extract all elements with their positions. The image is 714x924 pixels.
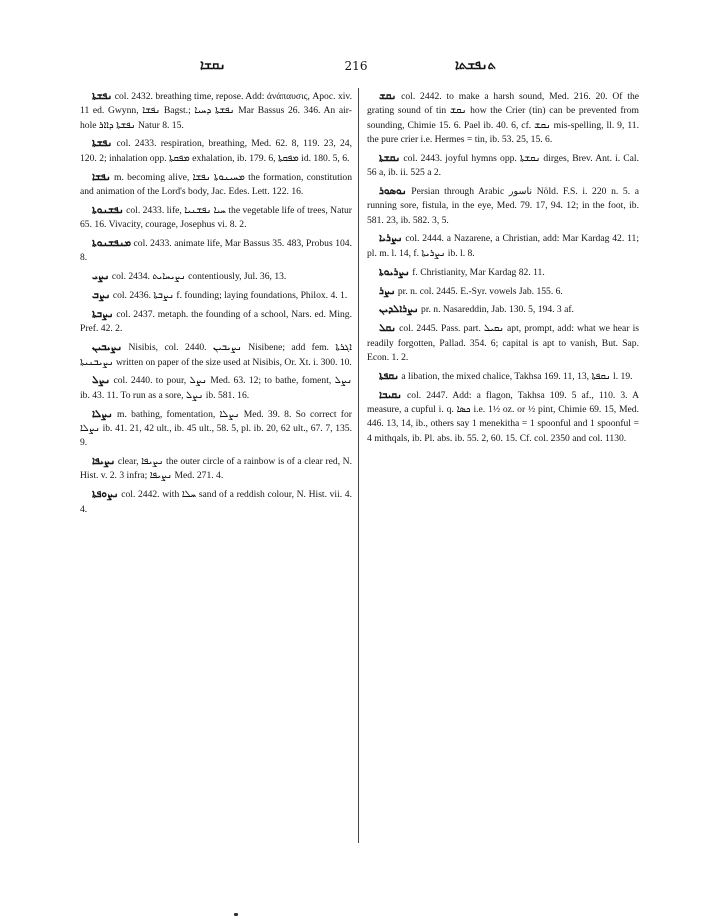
dictionary-entry xyxy=(367,389,639,446)
entry-text: clear, ܢܨܝܦܐ the outer circle of a rainbow is of a clear red, N. Hist. v. 2. 3 infra; ܢܨܝܦܐ Med. 271. 4. xyxy=(80,456,352,482)
dictionary-entry xyxy=(367,285,639,299)
dictionary-entry xyxy=(80,374,352,403)
dictionary-entry xyxy=(80,171,352,200)
entry-headword: ܢܨܝܦܐ xyxy=(92,456,116,468)
dictionary-entry xyxy=(80,408,352,451)
dictionary-entry xyxy=(80,341,352,370)
entry-text: f. Christianity, Mar Kardag 82. 11. xyxy=(412,266,545,278)
dictionary-entry xyxy=(80,270,352,284)
entry-headword: ܢܨܠܐ xyxy=(92,408,113,420)
entry-headword: ܢܦܫܐ xyxy=(92,171,111,183)
entry-headword: ܢܨܝܒܝܢ xyxy=(92,342,123,354)
entry-text: col. 2433. animate life, Mar Bassus 35. 483, Probus 104. 8. xyxy=(80,238,352,264)
entry-headword: ܢܩܦܬܐ xyxy=(379,370,399,382)
right-column xyxy=(367,90,639,450)
entry-text: col. 2433. life, ܚܝܐ ܢܦܫܢܝܐ the vegetable life of trees, Natur 65. 16. Vivacity, courage, Josephus vi. 8. 2. xyxy=(80,204,352,231)
dictionary-entry xyxy=(367,185,639,228)
dictionary-entry xyxy=(367,266,639,280)
page-header xyxy=(0,58,714,80)
dictionary-entry xyxy=(80,488,352,517)
dictionary-entry xyxy=(367,322,639,365)
dictionary-entry xyxy=(80,308,352,337)
dictionary-entry xyxy=(80,289,352,303)
entry-headword: ܢܩܫܬܐ xyxy=(379,152,401,164)
left-running-head: ܢܩܫܐ xyxy=(200,58,226,73)
entry-headword: ܢܨܝ xyxy=(92,271,110,283)
entry-text: col. 2447. Add: a flagon, Takhsa 109. 5 af., 110. 3. A measure, a cupful i. q. ܟܣܐ i.e. 1½ oz. or ½ pint, Chimie 69. 15, Med. 446. 13, 14, ib., others say 1 menekitha = 1 spoonful and 1 spoonful = 4 mithqals, ib. Pl. abs. ib. 55. 2, 60. 15. Cf. col. 2350 and col. 1130. xyxy=(367,389,639,444)
entry-headword: ܢܨܘܦܬܐ xyxy=(92,489,119,501)
entry-headword: ܢܨܒܬܐ xyxy=(92,309,114,321)
entry-text: Persian through Arabic ناسور Nöld. F.S. i. 220 n. 5. a running sore, fistula, in the eye, Med. 79. 17, 94. 12; in the foot, ib. 581. 23, ib. 582. 3, 5. xyxy=(367,185,639,226)
dictionary-entry xyxy=(367,370,639,384)
entry-headword: ܢܩܫ xyxy=(379,91,397,102)
entry-text: m. becoming alive, ܡܚܝܢܘܬܐ ܢܦܫܐ the formation, constitution and animation of the Lord's body, Jac. Edes. Lett. 122. 16. xyxy=(80,171,352,197)
dictionary-entry xyxy=(80,237,352,266)
entry-headword: ܡܢܦܫܢܘܬܐ xyxy=(92,238,132,250)
entry-text: col. 2432. breathing time, repose. Add: ἀνάπαυσις, Apoc. xiv. 11 ed. Gwynn, ܢܦܫܐ Bagst.; ܢܦܫܬܐ ܕܚܝܐ Mar Bassus 26. 346. An air-hole ܢܦܫܬܐ ܕܐܐܪ Natur 8. 15. xyxy=(80,91,352,131)
entry-text: Nisibis, col. 2440. ܢܨܝܒܝܢ Nisibene; add fem. ܐܓܪܬܐ ܢܨܝܒܢܝܬܐ written on paper of the size used at Nisibis, Or. Xt. i. 300. 10. xyxy=(80,342,352,368)
entry-headword: ܢܨܒ xyxy=(92,290,111,302)
entry-text: m. bathing, fomentation, ܢܨܠܐ Med. 39. 8. So correct for ܢܨܠܐ ib. 41. 21, 42 ult., ib. 45 ult., 58. 5, pl. ib. 20, 62 ult., 67. 7, 135. 9. xyxy=(80,408,352,449)
entry-headword: ܢܨܪܝܐ xyxy=(379,233,403,245)
dictionary-entry xyxy=(80,455,352,484)
entry-headword: ܢܦܫܬܐ xyxy=(92,91,113,102)
column-divider xyxy=(358,88,359,843)
dictionary-entry xyxy=(367,303,639,317)
entry-text: a libation, the mixed chalice, Takhsa 169. 11, 13, ܢܩܦܬܐ l. 19. xyxy=(401,370,633,382)
entry-text: col. 2440. to pour, ܢܨܠ Med. 63. 12; to bathe, foment, ܢܨܠ ib. 43. 11. To run as a sore, ܢܨܠ ib. 581. 16. xyxy=(80,375,352,401)
right-running-head: ܬܢܦܫܬܐ xyxy=(455,58,496,73)
entry-text: col. 2444. a Nazarene, a Christian, add: Mar Kardag 42. 11; pl. m. l. 14, f. ܢܨܪܝܬܐ ib. l. 8. xyxy=(367,233,639,259)
entry-text: pr. n. Nasareddin, Jab. 130. 5, 194. 3 af. xyxy=(421,304,574,316)
entry-text: pr. n. col. 2445. E.-Syr. vowels Jab. 155. 6. xyxy=(397,285,563,297)
entry-text: col. 2443. joyful hymns opp. ܢܩܫܬܐ dirges, Brev. Ant. i. Cal. 56 a, ib. ii. 525 a 2. xyxy=(367,152,639,179)
entry-text: col. 2434. ܢܨܝܚܐܝܬ contentiously, Jul. 36, 13. xyxy=(111,271,287,283)
dictionary-entry xyxy=(80,204,352,233)
dictionary-entry xyxy=(80,90,352,133)
entry-headword: ܢܨܪܐܠܕܝܢ xyxy=(379,304,419,316)
dictionary-entry xyxy=(367,232,639,261)
dictionary-entry xyxy=(367,152,639,181)
entry-text: col. 2445. Pass. part. ܢܩܝܠ apt, prompt, add: what we hear is readily forgotten, Pallad. 354. 6; capital is apt to vanish, But. Sap. Econ. 1. 2. xyxy=(367,323,639,363)
entry-headword: ܢܘܣܘܪ xyxy=(379,185,407,197)
page-number: 216 xyxy=(344,59,368,73)
entry-headword: ܢܦܫܢܘܬܐ xyxy=(92,204,124,216)
entry-text: col. 2442. to make a harsh sound, Med. 216. 20. Of the grating sound of tin ܢܩܫ how the Crier (tin) can be prevented from sounding, Chimie 15. 6. Pael ib. 40. 6, cf. ܢܩܫ mis-spelling, ll. 9, 11. the pure crier i.e. Hermes = tin, ib. 53. 25, 15. 6. xyxy=(367,91,640,145)
left-column xyxy=(80,90,352,521)
entry-text: col. 2433. respiration, breathing, Med. 62. 8, 119. 23, 24, 120. 2; inhalation opp. ܡܦܩܬܐ exhalation, ib. 179. 6, ܡܦܩܬܐ id. 180. 5, 6. xyxy=(80,138,353,164)
entry-headword: ܢܨܠ xyxy=(92,375,111,387)
entry-text: col. 2436. ܢܨܒܬܐ f. founding; laying foundations, Philox. 4. 1. xyxy=(112,290,348,302)
entry-headword: ܢܨܪܝܘܬܐ xyxy=(379,266,410,278)
entry-text: col. 2442. with ܚܠܐ sand of a reddish colour, N. Hist. vii. 4. 4. xyxy=(80,489,352,515)
footer-mark xyxy=(234,913,238,916)
entry-headword: ܢܩܠ xyxy=(379,323,397,335)
entry-headword: ܢܦܫܬܐ xyxy=(92,138,113,150)
entry-text: col. 2437. metaph. the founding of a school, Nars. ed. Ming. Pref. 42. 2. xyxy=(80,309,352,335)
entry-headword: ܢܩܝܒܐ xyxy=(379,389,402,401)
dictionary-entry xyxy=(367,90,639,147)
dictionary-entry xyxy=(80,137,352,166)
entry-headword: ܢܨܪ xyxy=(379,285,396,297)
